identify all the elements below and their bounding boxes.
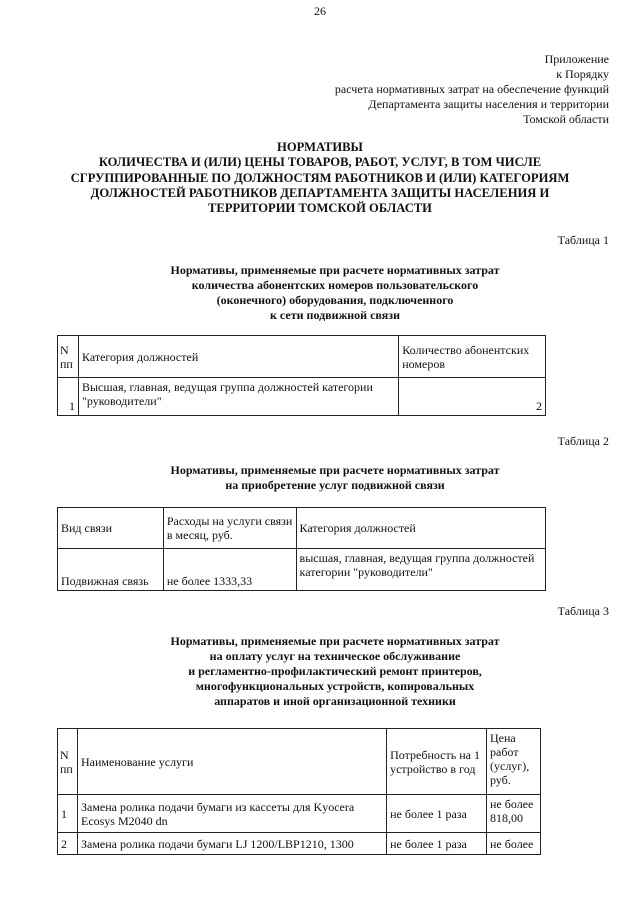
table-row: [58, 378, 546, 416]
document-title: [40, 140, 600, 216]
title-line: КОЛИЧЕСТВА И (ИЛИ) ЦЕНЫ ТОВАРОВ, РАБОТ, УСЛУГ, В ТОМ ЧИСЛЕ: [98, 155, 542, 170]
title-line: СГРУППИРОВАННЫЕ ПО ДОЛЖНОСТЯМ РАБОТНИКОВ И (ИЛИ) КАТЕГОРИЯМ: [70, 170, 570, 185]
cell-price: не более: [487, 833, 541, 855]
header-category: Категория должностей: [78, 336, 398, 378]
table1-title: [100, 263, 570, 323]
cell-type: Подвижная связь: [58, 549, 164, 591]
table-header-row: [58, 508, 546, 549]
table1-title-line: к сети подвижной связи: [270, 308, 400, 322]
cell-num: 1: [58, 378, 79, 416]
table3-title-line: многофункциональных устройств, копировальных: [195, 679, 475, 693]
cell-num: 2: [58, 833, 78, 855]
table1-title-line: количества абонентских номеров пользовательского: [191, 278, 479, 292]
table3-title-line: Нормативы, применяемые при расчете нормативных затрат: [170, 634, 500, 648]
cell-cost: не более 1333,33: [163, 549, 296, 591]
table3: [57, 728, 541, 855]
table3-title-line: на оплату услуг на техническое обслуживание: [209, 649, 461, 663]
table3-label: Таблица 3: [557, 604, 609, 618]
appendix-line: Томской области: [523, 112, 609, 126]
table-row: [58, 795, 541, 833]
table1: [57, 335, 546, 416]
header-num: N пп: [58, 729, 78, 795]
table-row: [58, 549, 546, 591]
title-line: ТЕРРИТОРИИ ТОМСКОЙ ОБЛАСТИ: [208, 201, 432, 216]
appendix-line: Приложение: [544, 52, 609, 66]
cell-price: не более 818,00: [487, 795, 541, 833]
cell-need: не более 1 раза: [387, 795, 487, 833]
cell-service: Замена ролика подачи бумаги из кассеты для Kyocera Ecosys M2040 dn: [77, 795, 386, 833]
table3-title-line: аппаратов и иной организационной техники: [214, 694, 456, 708]
cell-service: Замена ролика подачи бумаги LJ 1200/LBP1210, 1300: [77, 833, 386, 855]
table2-title: [100, 463, 570, 493]
appendix-line: Департамента защиты населения и территории: [368, 97, 609, 111]
cell-need: не более 1 раза: [387, 833, 487, 855]
table2-title-line: на приобретение услуг подвижной связи: [225, 478, 445, 492]
appendix-note: [335, 52, 609, 127]
cell-category: Высшая, главная, ведущая группа должностей категории "руководители": [78, 378, 398, 416]
table3-title-line: и регламентно-профилактический ремонт принтеров,: [188, 664, 482, 678]
table2-label: Таблица 2: [557, 434, 609, 448]
table-header-row: [58, 729, 541, 795]
header-cost: Расходы на услуги связи в месяц, руб.: [163, 508, 296, 549]
table1-label: Таблица 1: [557, 233, 609, 247]
cell-category: высшая, главная, ведущая группа должностей категории "руководители": [296, 549, 545, 591]
table2-title-line: Нормативы, применяемые при расчете нормативных затрат: [170, 463, 500, 477]
header-type: Вид связи: [58, 508, 164, 549]
header-service: Наименование услуги: [77, 729, 386, 795]
appendix-line: к Порядку: [556, 67, 609, 81]
table2: [57, 507, 546, 591]
table1-title-line: Нормативы, применяемые при расчете нормативных затрат: [170, 263, 500, 277]
title-line: НОРМАТИВЫ: [277, 140, 363, 154]
table1-title-line: (оконечного) оборудования, подключенного: [216, 293, 454, 307]
title-line: ДОЛЖНОСТЕЙ РАБОТНИКОВ ДЕПАРТАМЕНТА ЗАЩИТЫ НАСЕЛЕНИЯ И: [90, 185, 550, 200]
appendix-line: расчета нормативных затрат на обеспечение функций: [334, 82, 609, 96]
header-price: Цена работ (услуг), руб.: [487, 729, 541, 795]
table-row: [58, 833, 541, 855]
header-category: Категория должностей: [296, 508, 545, 549]
header-count: Количество абонентских номеров: [399, 336, 546, 378]
table3-title: [100, 634, 570, 709]
cell-num: 1: [58, 795, 78, 833]
header-need: Потребность на 1 устройство в год: [387, 729, 487, 795]
table-header-row: [58, 336, 546, 378]
header-num: N пп: [58, 336, 79, 378]
cell-count: 2: [399, 378, 546, 416]
page-number: 26: [314, 4, 326, 18]
